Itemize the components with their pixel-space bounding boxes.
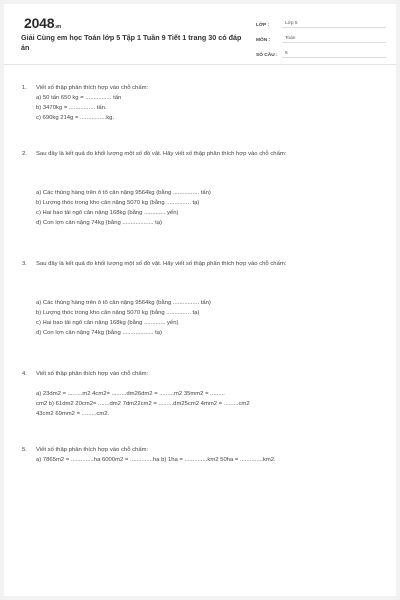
answer-line: a) 50 tấn 650 kg = ................ tấn [36, 95, 122, 101]
meta-info [256, 17, 386, 62]
answer-line: b) Lượng thóc trong kho cân nặng 5070 kg (bằng ............... tạ) [36, 310, 200, 316]
question-number: 1. [22, 85, 27, 91]
answer-line: c) 690kg 214g = ................kg. [36, 115, 115, 121]
answer-line: a) Các thùng hàng trên ô tô cân nặng 9564kg (bằng ................ tấn) [36, 300, 211, 306]
question-prompt: Viết số thập phân thích hợp vào chỗ chấm: [36, 447, 149, 453]
question-number: 2. [22, 151, 27, 157]
question-prompt: Viết số thập phân thích hợp vào chỗ chấm: [36, 371, 149, 377]
worksheet-body [4, 64, 396, 596]
answer-line: a) 23dm2 = .........m2 4cm2= .........dm26dm2 = .........m2 35mm2 = ......... [36, 391, 225, 397]
answer-line: b) 3470kg = ................ tấn. [36, 105, 107, 111]
meta-value: Toán [282, 36, 386, 43]
answer-line: cm2 b) 61dm2 20cm2= .......dm2 7dm22cm2 = .........dm25cm2 4mm2 = .........cm2 [36, 401, 250, 407]
meta-value: 5 [282, 51, 386, 58]
answer-line: b) Lượng thóc trong kho cân nặng 5070 kg (bằng ............... tạ) [36, 200, 200, 206]
answer-line: 43cm2 69mm2 = .........cm2. [36, 411, 110, 417]
answer-line: c) Hai bao tải ngô cân nặng 168kg (bằng ............. yến) [36, 320, 179, 326]
meta-row-subject [256, 32, 386, 43]
answer-line: c) Hai bao tải ngô cân nặng 168kg (bằng ............. yến) [36, 210, 179, 216]
question-prompt: Viết số thập phân thích hợp vào chỗ chấm: [36, 85, 149, 91]
question-number: 3. [22, 261, 27, 267]
meta-row-count [256, 47, 386, 58]
answer-line: d) Con lợn cân nặng 74kg (bằng ................... tạ) [36, 220, 162, 226]
answer-line: a) Các thùng hàng trên ô tô cân nặng 9564kg (bằng ................ tấn) [36, 190, 211, 196]
question-number: 5. [22, 447, 27, 453]
worksheet-header [4, 4, 396, 65]
question-number: 4. [22, 371, 27, 377]
meta-label: SỐ CÂU : [256, 53, 278, 58]
site-logo[interactable]: 2048.vn [24, 15, 61, 31]
meta-value: Lớp 5 [282, 21, 386, 28]
page-title: Giải Cùng em học Toán lớp 5 Tập 1 Tuần 9 Tiết 1 trang 30 có đáp án [21, 33, 242, 52]
meta-label: MÔN : [256, 38, 271, 43]
answer-line: a) 7865m2 = ..............ha 6000m2 = ..............ha b) 1ha = ..............km2 50ha = ..............km2. [36, 457, 276, 463]
worksheet-page [4, 4, 396, 596]
answer-line: d) Con lợn cân nặng 74kg (bằng ................... tạ) [36, 330, 162, 336]
meta-row-class [256, 17, 386, 28]
question-prompt: Sau đây là kết quả đo khối lượng một số đồ vật. Hãy viết số thập phân thích hợp vào chỗ chấm: [36, 151, 287, 157]
meta-label: LỚP : [256, 23, 270, 28]
question-prompt: Sau đây là kết quả đo khối lượng một số đồ vật. Hãy viết số thập phân thích hợp vào chỗ chấm: [36, 261, 287, 267]
